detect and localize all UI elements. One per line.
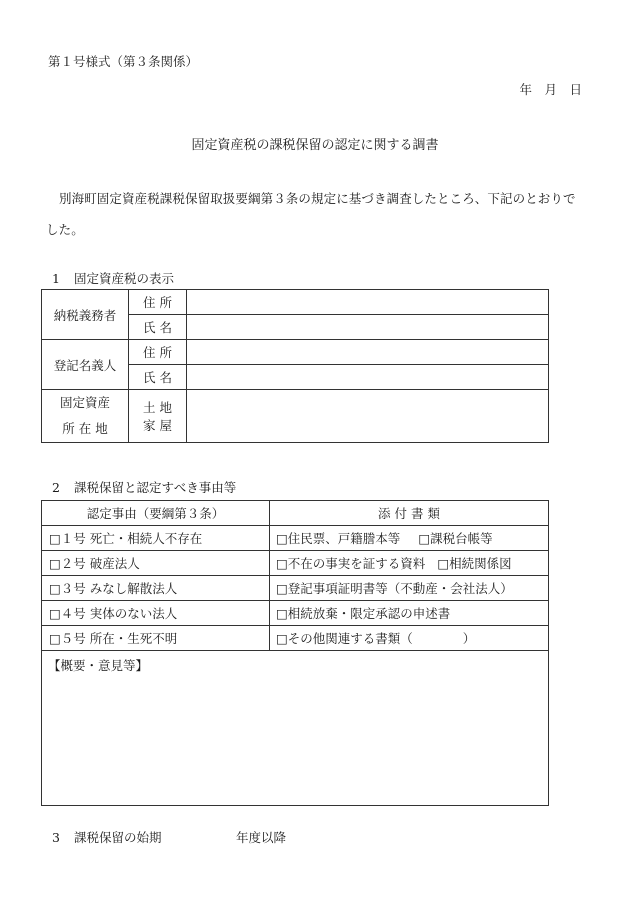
intro-paragraph: 別海町固定資産税課税保留取扱要綱第３条の規定に基づき調査したところ、下記のとおりでした。 <box>46 191 576 237</box>
reason-checkbox-3[interactable]: □３号 みなし解散法人 <box>42 576 270 601</box>
reason-checkbox-4[interactable]: □４号 実体のない法人 <box>42 601 270 626</box>
overview-label: 【概要・意見等】 <box>48 658 149 673</box>
property-type-labels <box>129 390 187 443</box>
owner-address-label: 住 所 <box>129 340 187 365</box>
start-year-suffix: 年度以降 <box>236 830 287 845</box>
property-location-field[interactable] <box>187 390 549 443</box>
section-2-title: 課税保留と認定すべき事由等 <box>74 480 237 495</box>
tax-display-table <box>41 289 549 443</box>
attachment-checkbox-inheritance-chart[interactable]: □相続関係図 <box>437 556 512 571</box>
land-label: 土 地 <box>143 400 172 415</box>
section-2-heading <box>52 478 236 496</box>
attachment-checkbox-resident[interactable]: □住民票、戸籍謄本等 <box>276 531 401 546</box>
house-label: 家 屋 <box>143 418 172 433</box>
attachment-column-header: 添 付 書 類 <box>270 501 549 526</box>
attachment-checkbox-absence[interactable]: □不在の事実を証する資料 <box>276 556 426 571</box>
document-title: 固定資産税の課税保留の認定に関する調書 <box>191 138 439 153</box>
taxpayer-address-label: 住 所 <box>129 290 187 315</box>
reason-column-header: 認定事由（要綱第３条） <box>42 501 270 526</box>
date-line: 年 月 日 <box>519 82 582 97</box>
attachment-row-2 <box>270 551 549 576</box>
section-3-heading <box>52 828 162 846</box>
attachment-checkbox-renunciation[interactable]: □相続放棄・限定承認の申述書 <box>270 601 549 626</box>
taxpayer-address-field[interactable] <box>187 290 549 315</box>
section-3-title: 課税保留の始期 <box>74 830 162 845</box>
form-number: 第１号様式（第３条関係） <box>48 54 199 69</box>
section-1-number: 1 <box>52 271 60 286</box>
overview-field[interactable] <box>42 651 549 806</box>
taxpayer-name-field[interactable] <box>187 315 549 340</box>
registered-owner-label: 登記名義人 <box>42 340 129 390</box>
taxpayer-label: 納税義務者 <box>42 290 129 340</box>
section-1-heading <box>52 269 174 287</box>
owner-name-field[interactable] <box>187 365 549 390</box>
reason-table <box>41 500 549 806</box>
reason-checkbox-2[interactable]: □２号 破産法人 <box>42 551 270 576</box>
property-location-label <box>42 390 129 443</box>
property-label-line-1: 固定資産 <box>59 395 110 410</box>
reason-checkbox-1[interactable]: □１号 死亡・相続人不存在 <box>42 526 270 551</box>
section-2-number: 2 <box>52 480 60 495</box>
taxpayer-name-label: 氏 名 <box>129 315 187 340</box>
section-3-number: 3 <box>52 830 60 845</box>
attachment-checkbox-other[interactable]: □その他関連する書類（ ） <box>270 626 549 651</box>
owner-address-field[interactable] <box>187 340 549 365</box>
attachment-row-1 <box>270 526 549 551</box>
reason-checkbox-5[interactable]: □５号 所在・生死不明 <box>42 626 270 651</box>
owner-name-label: 氏 名 <box>129 365 187 390</box>
attachment-checkbox-tax-ledger[interactable]: □課税台帳等 <box>418 531 493 546</box>
attachment-checkbox-registry[interactable]: □登記事項証明書等（不動産・会社法人） <box>270 576 549 601</box>
section-1-title: 固定資産税の表示 <box>74 271 175 286</box>
property-label-line-2: 所 在 地 <box>62 421 108 436</box>
